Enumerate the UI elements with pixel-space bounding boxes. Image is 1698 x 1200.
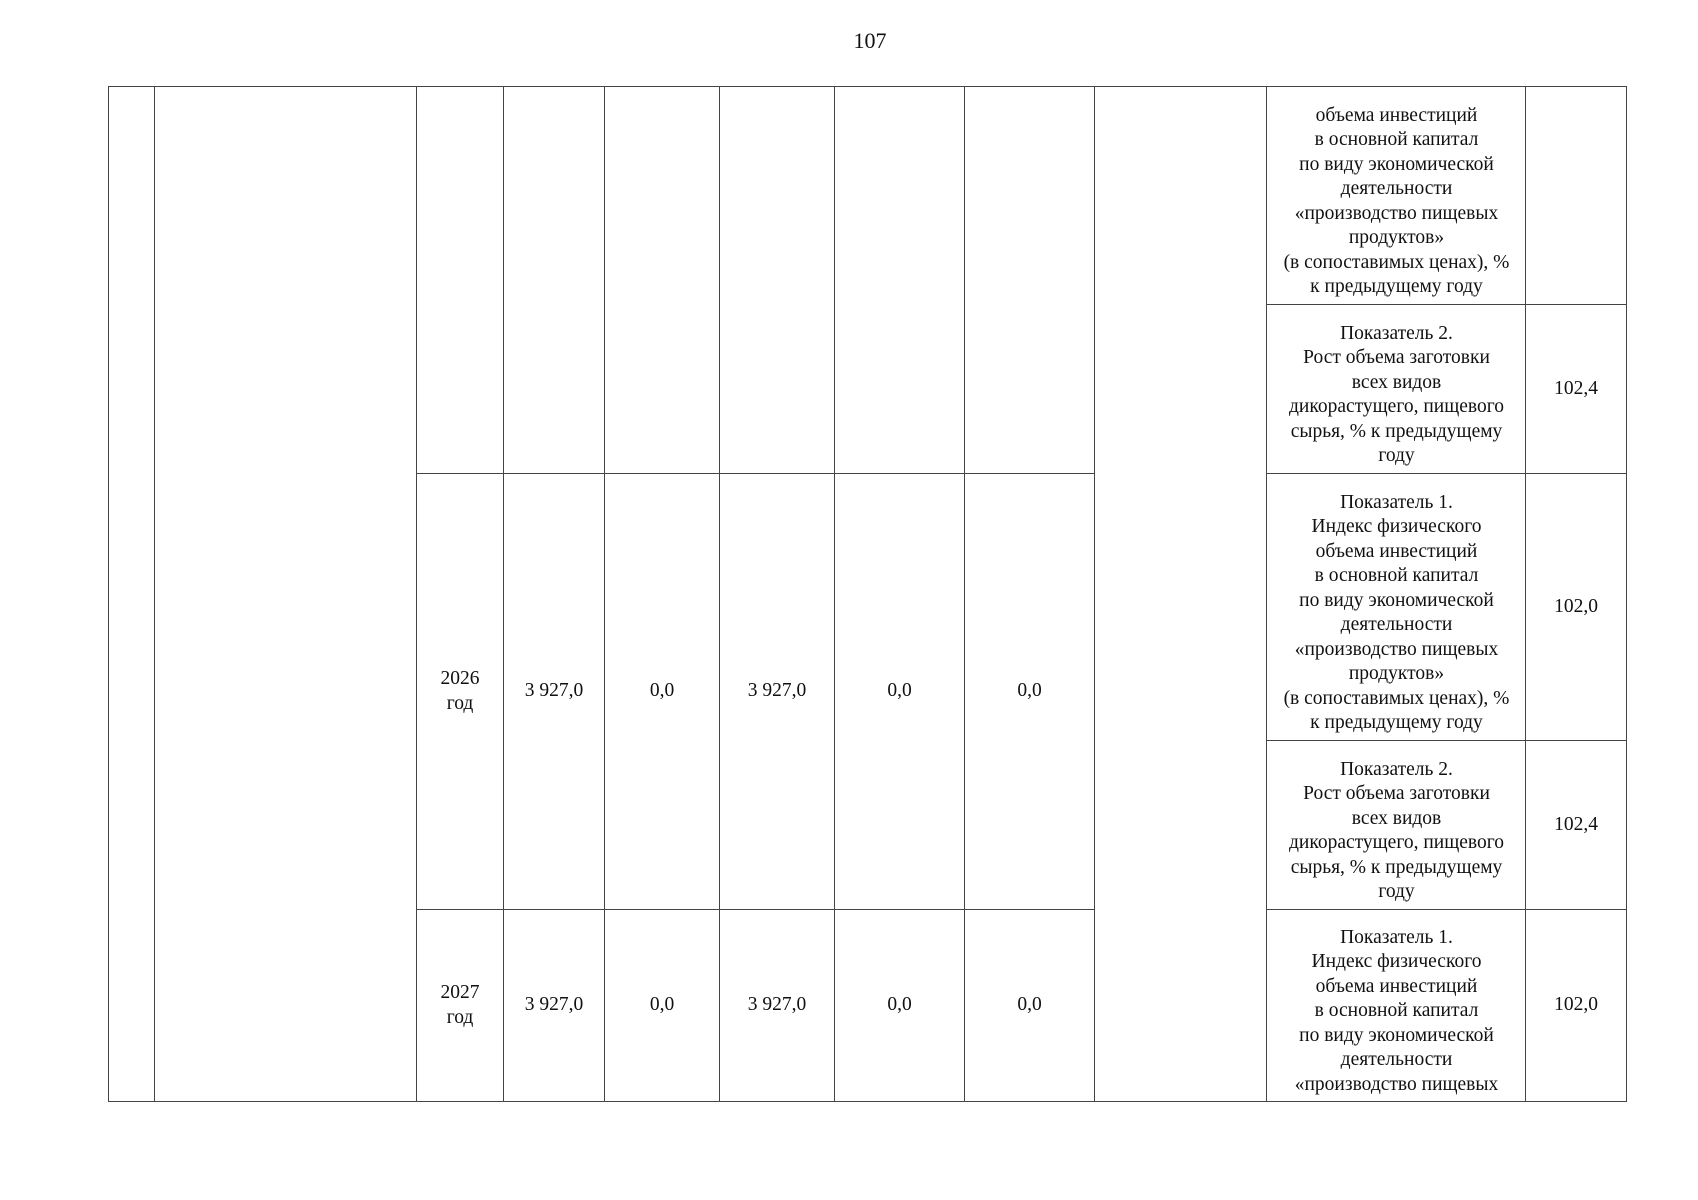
indicator-text: Показатель 2. Рост объема заготовки всех видов дикорастущего, пищевого сырья, % к предыдущему году: [1267, 741, 1526, 910]
value-cell: 0,0: [835, 910, 965, 1102]
number-cell: [109, 87, 155, 1102]
value-cell: 0,0: [835, 474, 965, 910]
year-cell: [417, 87, 504, 474]
value-cell: 3 927,0: [720, 474, 835, 910]
value-cell: [965, 87, 1095, 474]
value-cell: [835, 87, 965, 474]
value-cell: 0,0: [605, 474, 720, 910]
indicator-value: 102,4: [1526, 741, 1627, 910]
value-cell: 3 927,0: [504, 910, 605, 1102]
indicator-value: 102,0: [1526, 910, 1627, 1102]
value-cell: 0,0: [965, 474, 1095, 910]
indicator-text: Показатель 2. Рост объема заготовки всех видов дикорастущего, пищевого сырья, % к предыдущему году: [1267, 305, 1526, 474]
indicator-value: [1526, 87, 1627, 305]
measure-name-cell: [155, 87, 417, 1102]
year-cell: 2027 год: [417, 910, 504, 1102]
value-cell: 3 927,0: [720, 910, 835, 1102]
indicator-value: 102,0: [1526, 474, 1627, 741]
value-cell: 0,0: [965, 910, 1095, 1102]
value-cell: 0,0: [605, 910, 720, 1102]
indicator-text: объема инвестиций в основной капитал по виду экономической деятельности «производство пищевых продуктов» (в сопоставимых ценах), % к предыдущему году: [1267, 87, 1526, 305]
value-cell: 3 927,0: [504, 474, 605, 910]
indicator-value: 102,4: [1526, 305, 1627, 474]
value-cell: [504, 87, 605, 474]
indicator-text: Показатель 1. Индекс физического объема инвестиций в основной капитал по виду экономической деятельности «производство пищевых продуктов» (в сопоставимых ценах), % к предыдущему году: [1267, 474, 1526, 741]
value-cell: [720, 87, 835, 474]
table-row: [109, 87, 1627, 305]
value-cell: [605, 87, 720, 474]
report-table: [108, 86, 1627, 1102]
year-cell: 2026 год: [417, 474, 504, 910]
page-number: 107: [853, 28, 887, 53]
responsible-cell: [1095, 87, 1267, 1102]
indicator-text: Показатель 1. Индекс физического объема инвестиций в основной капитал по виду экономической деятельности «производство пищевых: [1267, 910, 1526, 1102]
